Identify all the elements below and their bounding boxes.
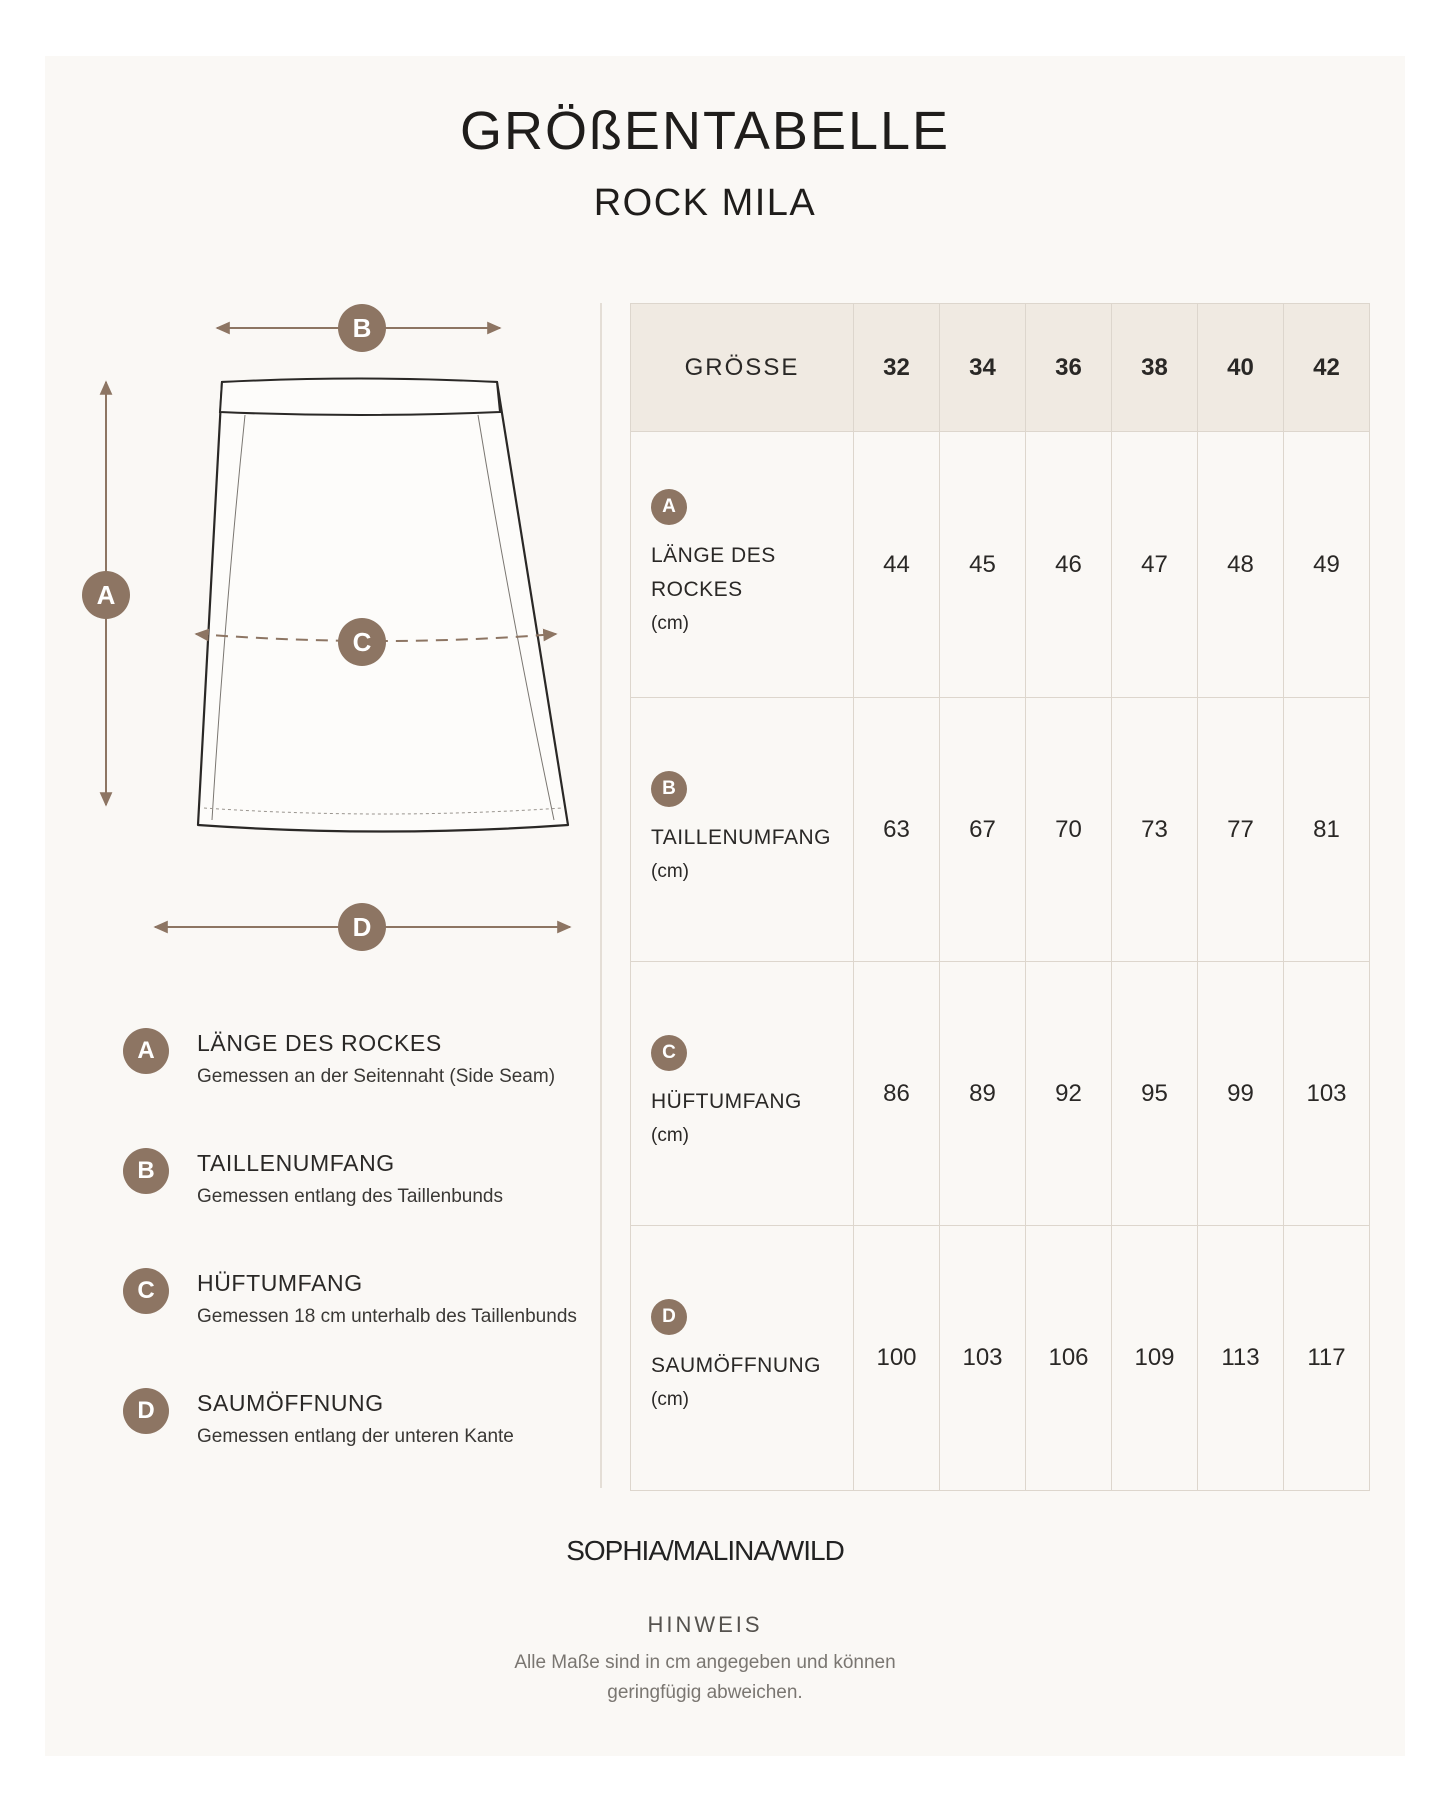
legend-item-a — [123, 1022, 603, 1142]
legend-item-c — [123, 1262, 603, 1382]
table-cell: 67 — [940, 698, 1026, 962]
row-label-line: ROCKES — [651, 577, 743, 601]
marker-d — [338, 903, 386, 951]
legend-desc: Gemessen entlang der unteren Kante — [197, 1426, 514, 1447]
badge-d: D — [651, 1299, 687, 1335]
table-cell: 103 — [940, 1226, 1026, 1491]
table-header-row — [631, 304, 1370, 432]
table-row-b — [631, 698, 1370, 962]
row-label-line: LÄNGE DES — [651, 543, 776, 567]
size-header: 42 — [1284, 304, 1370, 432]
size-column-header: GRÖSSE — [631, 304, 854, 432]
badge-d: D — [123, 1388, 169, 1434]
note-text: Alle Maße sind in cm angegeben und können geringfügig abweichen. — [514, 1652, 896, 1703]
table-cell: 100 — [854, 1226, 940, 1491]
svg-text:A: A — [96, 580, 116, 610]
table-cell: 44 — [854, 432, 940, 698]
note-title: HINWEIS — [647, 1612, 763, 1637]
table-cell: 103 — [1284, 962, 1370, 1226]
table-row-c — [631, 962, 1370, 1226]
column-divider — [600, 303, 602, 1488]
badge-c: C — [123, 1268, 169, 1314]
table-cell: 86 — [854, 962, 940, 1226]
table-cell: 73 — [1112, 698, 1198, 962]
table-cell: 46 — [1026, 432, 1112, 698]
size-header: 38 — [1112, 304, 1198, 432]
size-table — [630, 303, 1370, 1491]
legend-desc: Gemessen an der Seitennaht (Side Seam) — [197, 1066, 556, 1087]
table-cell: 113 — [1198, 1226, 1284, 1491]
table-cell: 48 — [1198, 432, 1284, 698]
badge-c: C — [651, 1035, 687, 1071]
legend-item-b — [123, 1142, 603, 1262]
table-cell: 49 — [1284, 432, 1370, 698]
table-cell: 70 — [1026, 698, 1112, 962]
table-cell: 99 — [1198, 962, 1284, 1226]
table-cell: 47 — [1112, 432, 1198, 698]
marker-c — [338, 618, 386, 666]
row-label-b — [631, 698, 854, 962]
table-cell: 92 — [1026, 962, 1112, 1226]
badge-a: A — [123, 1028, 169, 1074]
row-unit: (cm) — [651, 860, 689, 882]
svg-text:D: D — [352, 912, 372, 942]
marker-b — [338, 304, 386, 352]
table-cell: 63 — [854, 698, 940, 962]
table-cell: 109 — [1112, 1226, 1198, 1491]
legend-title: TAILLENUMFANG — [197, 1150, 395, 1176]
row-unit: (cm) — [651, 1124, 689, 1146]
row-label-line: SAUMÖFFNUNG — [651, 1354, 821, 1377]
row-label-line: HÜFTUMFANG — [651, 1089, 802, 1113]
measurement-legend — [123, 1022, 603, 1502]
row-label-c — [631, 962, 854, 1226]
legend-item-d — [123, 1382, 603, 1502]
skirt-diagram — [70, 290, 590, 970]
row-label-line: TAILLENUMFANG — [651, 825, 831, 849]
table-row-d — [631, 1226, 1370, 1491]
table-cell: 95 — [1112, 962, 1198, 1226]
brand-logo: SOPHIA/MALINA/WILD — [566, 1535, 844, 1566]
row-unit: (cm) — [651, 612, 689, 634]
size-header: 32 — [854, 304, 940, 432]
row-label-d — [631, 1226, 854, 1491]
legend-title: HÜFTUMFANG — [197, 1270, 363, 1296]
skirt-outline — [198, 382, 568, 832]
size-header: 34 — [940, 304, 1026, 432]
table-cell: 106 — [1026, 1226, 1112, 1491]
table-row-a — [631, 432, 1370, 698]
table-cell: 45 — [940, 432, 1026, 698]
legend-desc: Gemessen 18 cm unterhalb des Taillenbunds — [197, 1306, 577, 1327]
table-cell: 81 — [1284, 698, 1370, 962]
row-label-a — [631, 432, 854, 698]
waistband — [220, 379, 500, 416]
table-cell: 89 — [940, 962, 1026, 1226]
badge-b: B — [123, 1148, 169, 1194]
size-header: 40 — [1198, 304, 1284, 432]
marker-a — [82, 571, 130, 619]
legend-title: SAUMÖFFNUNG — [197, 1390, 384, 1416]
row-unit: (cm) — [651, 1389, 689, 1410]
product-name: ROCK MILA — [593, 182, 817, 224]
badge-b: B — [651, 771, 687, 807]
table-cell: 117 — [1284, 1226, 1370, 1491]
legend-desc: Gemessen entlang des Taillenbunds — [197, 1186, 503, 1207]
badge-a: A — [651, 489, 687, 525]
svg-text:B: B — [352, 313, 372, 343]
size-header: 36 — [1026, 304, 1112, 432]
page-title: GRÖßENTABELLE — [459, 101, 951, 161]
table-cell: 77 — [1198, 698, 1284, 962]
legend-title: LÄNGE DES ROCKES — [197, 1030, 442, 1056]
svg-text:C: C — [352, 627, 372, 657]
